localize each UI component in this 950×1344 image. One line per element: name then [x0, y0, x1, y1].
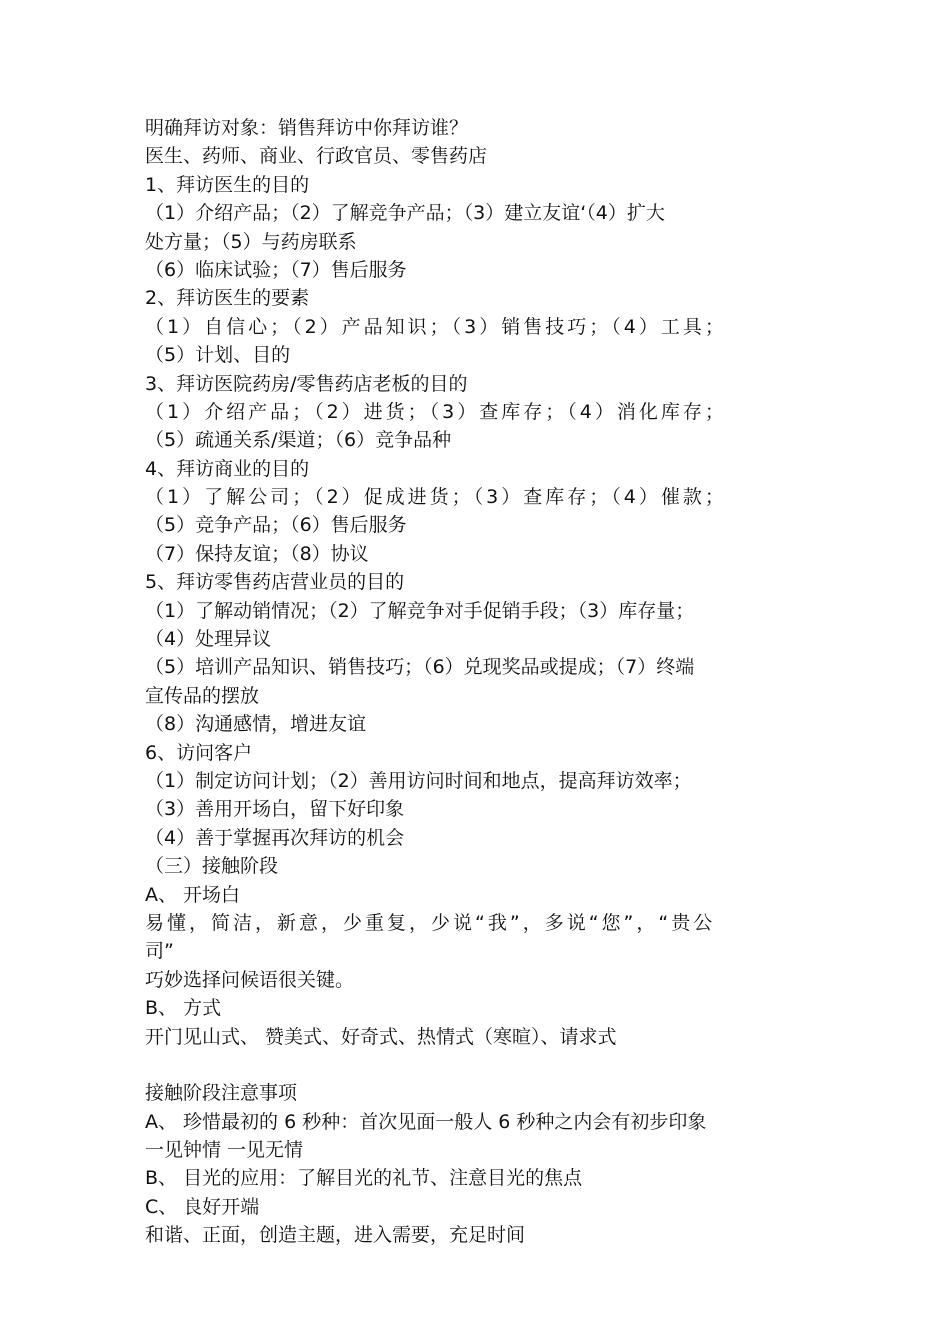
text-line: （5）竞争产品；（6）售后服务 — [145, 514, 407, 537]
text-line: 一见钟情 一见无情 — [145, 1139, 304, 1162]
text-line: （7）保持友谊；（8）协议 — [145, 542, 369, 565]
text-line: （4）处理异议 — [145, 628, 272, 651]
text-line: （4）善于掌握再次拜访的机会 — [145, 826, 405, 849]
text-line: 开门见山式、 赞美式、好奇式、热情式（寒暄）、请求式 — [145, 1025, 617, 1048]
text-line: 和谐、正面，创造主题，进入需要，充足时间 — [145, 1224, 526, 1247]
text-line: 处方量；（5）与药房联系 — [145, 230, 357, 253]
text-line: 宣传品的摆放 — [145, 684, 260, 707]
document-body — [145, 114, 815, 1250]
section-heading: 接触阶段注意事项 — [145, 1082, 298, 1105]
text-line: （1）制定访问计划；（2）善用访问时间和地点，提高拜访效率； — [145, 769, 692, 792]
text-line: 医生、药师、商业、行政官员、零售药店 — [145, 145, 488, 168]
section-heading: 1、拜访医生的目的 — [145, 173, 310, 196]
section-heading: 5、拜访零售药店营业员的目的 — [145, 571, 405, 594]
text-line: （1）介绍产品；（2）了解竞争产品；（3）建立友谊‘（4）扩大 — [145, 202, 665, 225]
text-line: （6）临床试验；（7）售后服务 — [145, 258, 407, 281]
text-line: 明确拜访对象：销售拜访中你拜访谁？ — [145, 117, 469, 139]
section-heading: 6、访问客户 — [145, 741, 253, 764]
text-line: （5）计划、目的 — [145, 344, 291, 367]
text-line: （8）沟通感情，增进友谊 — [145, 713, 367, 736]
text-line: （5）疏通关系/渠道；（6）竞争品种 — [145, 429, 452, 452]
text-line: B、 目光的应用：了解目光的礼节、注意目光的焦点 — [145, 1167, 583, 1190]
text-line: A、 珍惜最初的 6 秒种：首次见面一般人 6 秒种之内会有初步印象 — [145, 1110, 707, 1133]
text-line: （1）了解公司；（2）促成进货；（3）查库存；（4）催款； — [145, 486, 727, 509]
text-line: （1）自信心；（2）产品知识；（3）销售技巧；（4）工具； — [145, 315, 727, 338]
section-heading: 4、拜访商业的目的 — [145, 457, 310, 480]
text-line: 巧妙选择问候语很关键。 — [145, 968, 355, 991]
subsection-heading: A、 开场白 — [145, 883, 241, 906]
text-line: （3）善用开场白，留下好印象 — [145, 798, 405, 821]
text-line: （1）了解动销情况；（2）了解竞争对手促销手段；（3）库存量； — [145, 599, 695, 622]
subsection-heading: B、 方式 — [145, 997, 222, 1020]
text-line: 易懂，简洁，新意，少重复，少说“我”，多说“您”，“贵公 — [145, 911, 716, 934]
text-line: 司” — [145, 940, 174, 963]
section-heading: 2、拜访医生的要素 — [145, 287, 310, 310]
section-heading: 3、拜访医院药房/零售药店老板的目的 — [145, 372, 468, 395]
blank-line — [145, 1051, 815, 1079]
section-heading: （三）接触阶段 — [145, 855, 279, 878]
subsection-heading: C、 良好开端 — [145, 1195, 260, 1218]
text-line: （5）培训产品知识、销售技巧；（6）兑现奖品或提成；（7）终端 — [145, 656, 695, 679]
text-line: （1）介绍产品；（2）进货；（3）查库存；（4）消化库存； — [145, 400, 727, 423]
